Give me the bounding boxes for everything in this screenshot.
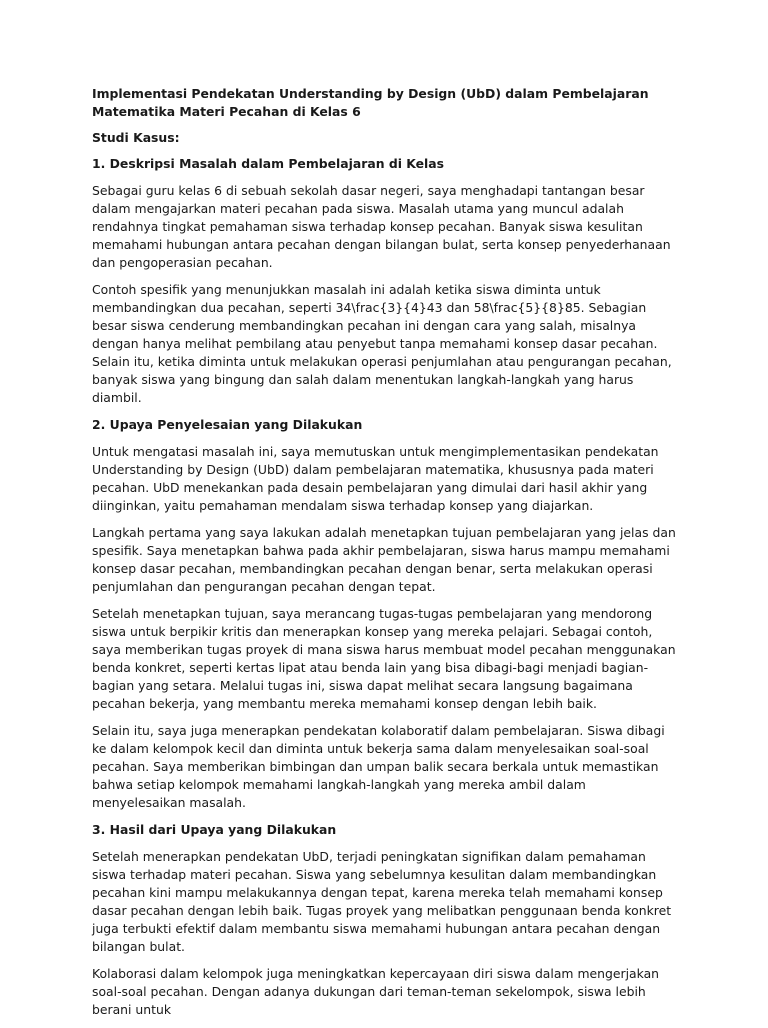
paragraph: Kolaborasi dalam kelompok juga meningkatkan kepercayaan diri siswa dalam mengerjakan soal-soal pecahan. Dengan adanya dukungan dari teman-teman sekelompok, siswa lebih berani untuk [92, 966, 660, 1017]
paragraph: Sebagai guru kelas 6 di sebuah sekolah dasar negeri, saya menghadapi tantangan besar dalam mengajarkan materi pecahan pada siswa. Masalah utama yang muncul adalah rendahnya tingkat pemahaman siswa terhadap konsep pecahan. Banyak siswa kesulitan memahami hubungan antara pecahan dengan bilangan bulat, serta konsep penyederhanaan dan pengoperasian pecahan. [92, 183, 671, 270]
document-title: Implementasi Pendekatan Understanding by Design (UbD) dalam Pembelajaran Matematika Materi Pecahan di Kelas 6 [92, 86, 649, 119]
section-heading-3: 3. Hasil dari Upaya yang Dilakukan [92, 822, 337, 837]
case-study-label: Studi Kasus: [92, 130, 180, 145]
section-heading-1: 1. Deskripsi Masalah dalam Pembelajaran di Kelas [92, 156, 445, 171]
paragraph: Setelah menerapkan pendekatan UbD, terjadi peningkatan signifikan dalam pemahaman siswa terhadap materi pecahan. Siswa yang sebelumnya kesulitan dalam membandingkan pecahan kini mampu melakukannya dengan tepat, karena mereka telah memahami konsep dasar pecahan dengan lebih baik. Tugas proyek yang melibatkan penggunaan benda konkret juga terbukti efektif dalam membantu siswa memahami hubungan antara pecahan dengan bilangan bulat. [92, 849, 672, 954]
paragraph: Untuk mengatasi masalah ini, saya memutuskan untuk mengimplementasikan pendekatan Understanding by Design (UbD) dalam pembelajaran matematika, khususnya pada materi pecahan. UbD menekankan pada desain pembelajaran yang dimulai dari hasil akhir yang diinginkan, yaitu pemahaman mendalam siswa terhadap konsep yang diajarkan. [92, 444, 659, 513]
paragraph: Selain itu, saya juga menerapkan pendekatan kolaboratif dalam pembelajaran. Siswa dibagi ke dalam kelompok kecil dan diminta untuk bekerja sama dalam menyelesaikan soal-soal pecahan. Saya memberikan bimbingan dan umpan balik secara berkala untuk memastikan bahwa setiap kelompok memahami langkah-langkah yang mereka ambil dalam menyelesaikan masalah. [92, 723, 665, 810]
paragraph: Langkah pertama yang saya lakukan adalah menetapkan tujuan pembelajaran yang jelas dan spesifik. Saya menetapkan bahwa pada akhir pembelajaran, siswa harus mampu memahami konsep dasar pecahan, membandingkan pecahan dengan benar, serta melakukan operasi penjumlahan dan pengurangan pecahan dengan tepat. [92, 525, 676, 594]
document-body [92, 85, 680, 1028]
paragraph: Setelah menetapkan tujuan, saya merancang tugas-tugas pembelajaran yang mendorong siswa untuk berpikir kritis dan menerapkan konsep yang mereka pelajari. Sebagai contoh, saya memberikan tugas proyek di mana siswa harus membuat model pecahan menggunakan benda konkret, seperti kertas lipat atau benda lain yang bisa dibagi-bagi menjadi bagian-bagian yang setara. Melalui tugas ini, siswa dapat melihat secara langsung bagaimana pecahan bekerja, yang membantu mereka memahami konsep dengan lebih baik. [92, 606, 676, 711]
section-heading-2: 2. Upaya Penyelesaian yang Dilakukan [92, 417, 363, 432]
paragraph: Contoh spesifik yang menunjukkan masalah ini adalah ketika siswa diminta untuk membandingkan dua pecahan, seperti 34\frac{3}{4}43 dan 58\frac{5}{8}85. Sebagian besar siswa cenderung membandingkan pecahan ini dengan cara yang salah, misalnya dengan hanya melihat pembilang atau penyebut tanpa memahami konsep dasar pecahan. Selain itu, ketika diminta untuk melakukan operasi penjumlahan atau pengurangan pecahan, banyak siswa yang bingung dan salah dalam menentukan langkah-langkah yang harus diambil. [92, 282, 672, 405]
